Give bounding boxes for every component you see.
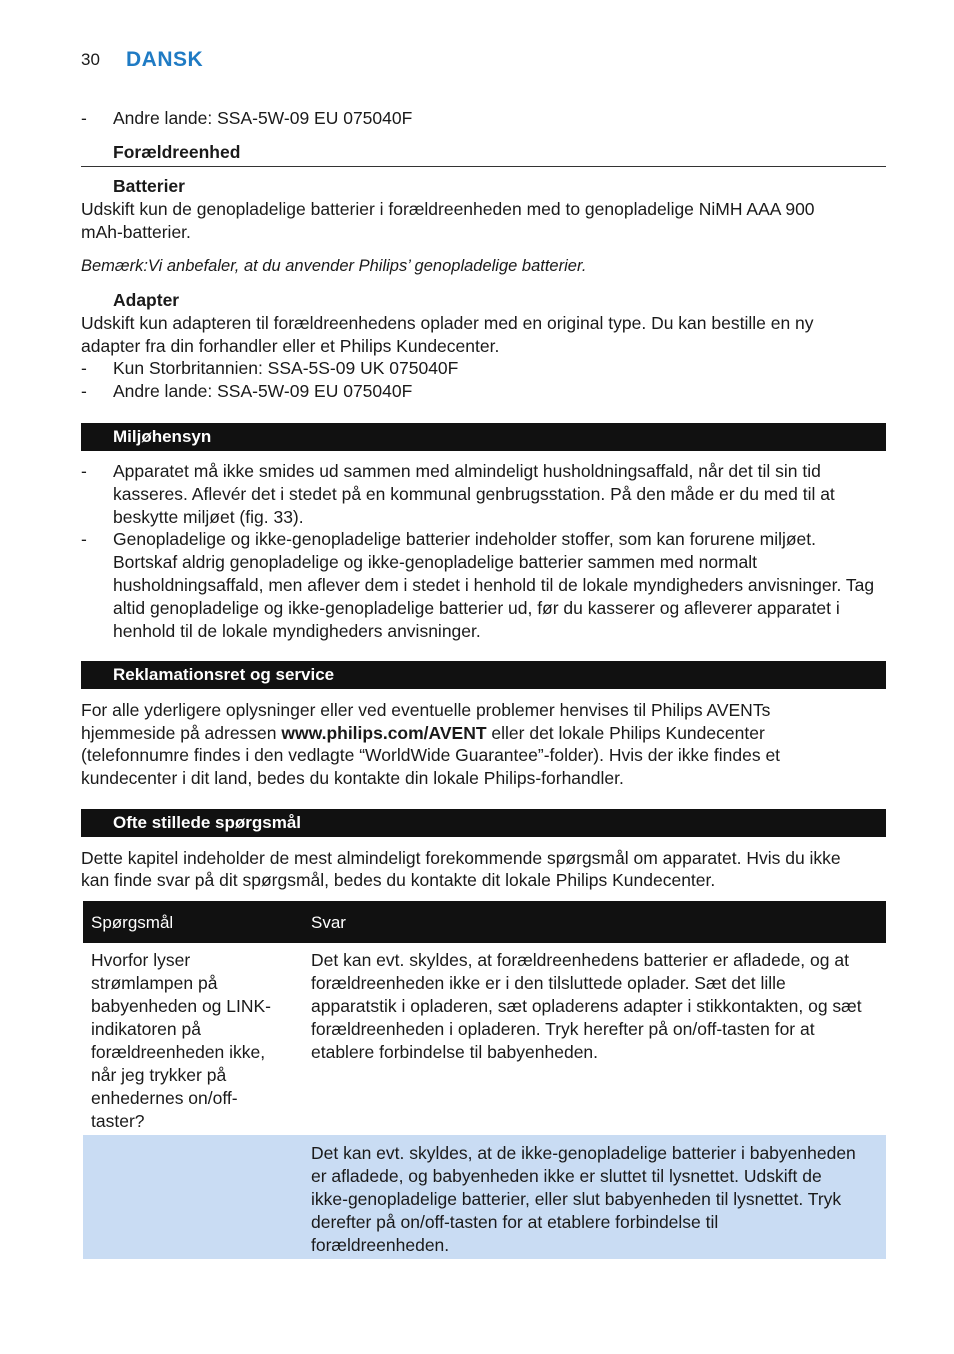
section-title: Miljøhensyn [113, 427, 212, 446]
batteries-note: Bemærk:Vi anbefaler, at du anvender Philips’ genopladelige batterier. [81, 257, 587, 275]
table-cell-answer: Det kan evt. skyldes, at forældreenhedens batterier er afladede, og at forældreenheden ikke er i den tilsluttede oplader. Sæt det lille apparatstik i opladeren, sæt opladerens adapter i stikkontakten, og sæt forældreenheden i opladeren. Tryk herefter på on/off-tasten for at etablere forbindelse til babyenheden. [311, 950, 862, 1062]
section-title: Reklamationsret og service [113, 665, 335, 684]
section-bar-faq [81, 809, 886, 837]
table-cell-answer: Det kan evt. skyldes, at de ikke-genopladelige batterier i babyenheden er afladede, og babyenheden ikke er sluttet til lysnettet. Udskift de ikke-genopladelige batterier, eller slut babyenheden til lysnettet. Tryk derefter på on/off-tasten for at etablere forbindelse til forældreenheden. [311, 1143, 856, 1255]
warranty-line: hjemmeside på adressen www.philips.com/AVENT eller det lokale Philips Kundecenter [81, 723, 765, 743]
column-header-question: Spørgsmål [91, 913, 174, 932]
list-item: - Andre lande: SSA-5W-09 EU 075040F [81, 381, 413, 401]
language-title: DANSK [126, 48, 204, 71]
batteries-body-line: mAh-batterier. [81, 222, 191, 242]
list-item: - Andre lande: SSA-5W-09 EU 075040F [81, 108, 413, 128]
warranty-line: (telefonnumre findes i den vedlagte “WorldWide Guarantee”-folder). Hvis der ikke findes et [81, 745, 781, 765]
column-header-answer: Svar [311, 913, 346, 932]
section-title: Ofte stillede spørgsmål [113, 813, 301, 832]
batteries-heading: Batterier [113, 176, 185, 196]
section-bar-warranty [81, 661, 886, 689]
faq-intro-line: kan finde svar på dit spørgsmål, bedes du kontakte dit lokale Philips Kundecenter. [81, 870, 716, 890]
list-item: - Apparatet må ikke smides ud sammen med almindeligt husholdningsaffald, når det til sin tid kasseres. Aflevér det i stedet på en kommunal genbrugsstation. På den måde er du med til at beskytte miljøet (fig. 33). [81, 461, 835, 527]
section-heading-parent-unit: Forældreenhed [113, 142, 241, 162]
adapter-body-line: Udskift kun adapteren til forældreenhedens oplader med en original type. Du kan bestille en ny [81, 313, 814, 333]
table-cell-question: Hvorfor lyser strømlampen på babyenheden og LINK- indikatoren på forældreenheden ikke, når jeg trykker på enhedernes on/off- taster? [91, 950, 271, 1131]
list-item: - Genopladelige og ikke-genopladelige batterier indeholder stoffer, som kan forurene miljøet. Bortskaf aldrig genopladelige og ikke-genopladelige batterier sammen med normalt husholdningsaffald, men aflever dem i stedet i henhold til de lokale myndigheders anvisninger. Tag altid genopladelige og ikke-genopladelige batterier ud, før du kasserer og afleverer apparatet i henhold til de lokale myndigheders anvisninger. [81, 529, 875, 641]
divider [81, 166, 886, 167]
adapter-body-line: adapter fra din forhandler eller et Philips Kundecenter. [81, 336, 500, 356]
faq-intro-line: Dette kapitel indeholder de mest almindeligt forekommende spørgsmål om apparatet. Hvis du ikke [81, 848, 841, 868]
adapter-heading: Adapter [113, 290, 180, 310]
section-bar-environment [81, 423, 886, 451]
warranty-line: For alle yderligere oplysninger eller ved eventuelle problemer henvises til Philips AVENTs [81, 700, 771, 720]
batteries-body-line: Udskift kun de genopladelige batterier i forældreenheden med to genopladelige NiMH AAA 900 [81, 199, 815, 219]
warranty-line: kundecenter i dit land, bedes du kontakte din lokale Philips-forhandler. [81, 768, 624, 788]
page-number: 30 [81, 50, 100, 69]
table-header [83, 901, 886, 943]
website-link[interactable]: www.philips.com/AVENT [281, 723, 487, 743]
list-item: - Kun Storbritannien: SSA-5S-09 UK 075040F [81, 358, 459, 378]
